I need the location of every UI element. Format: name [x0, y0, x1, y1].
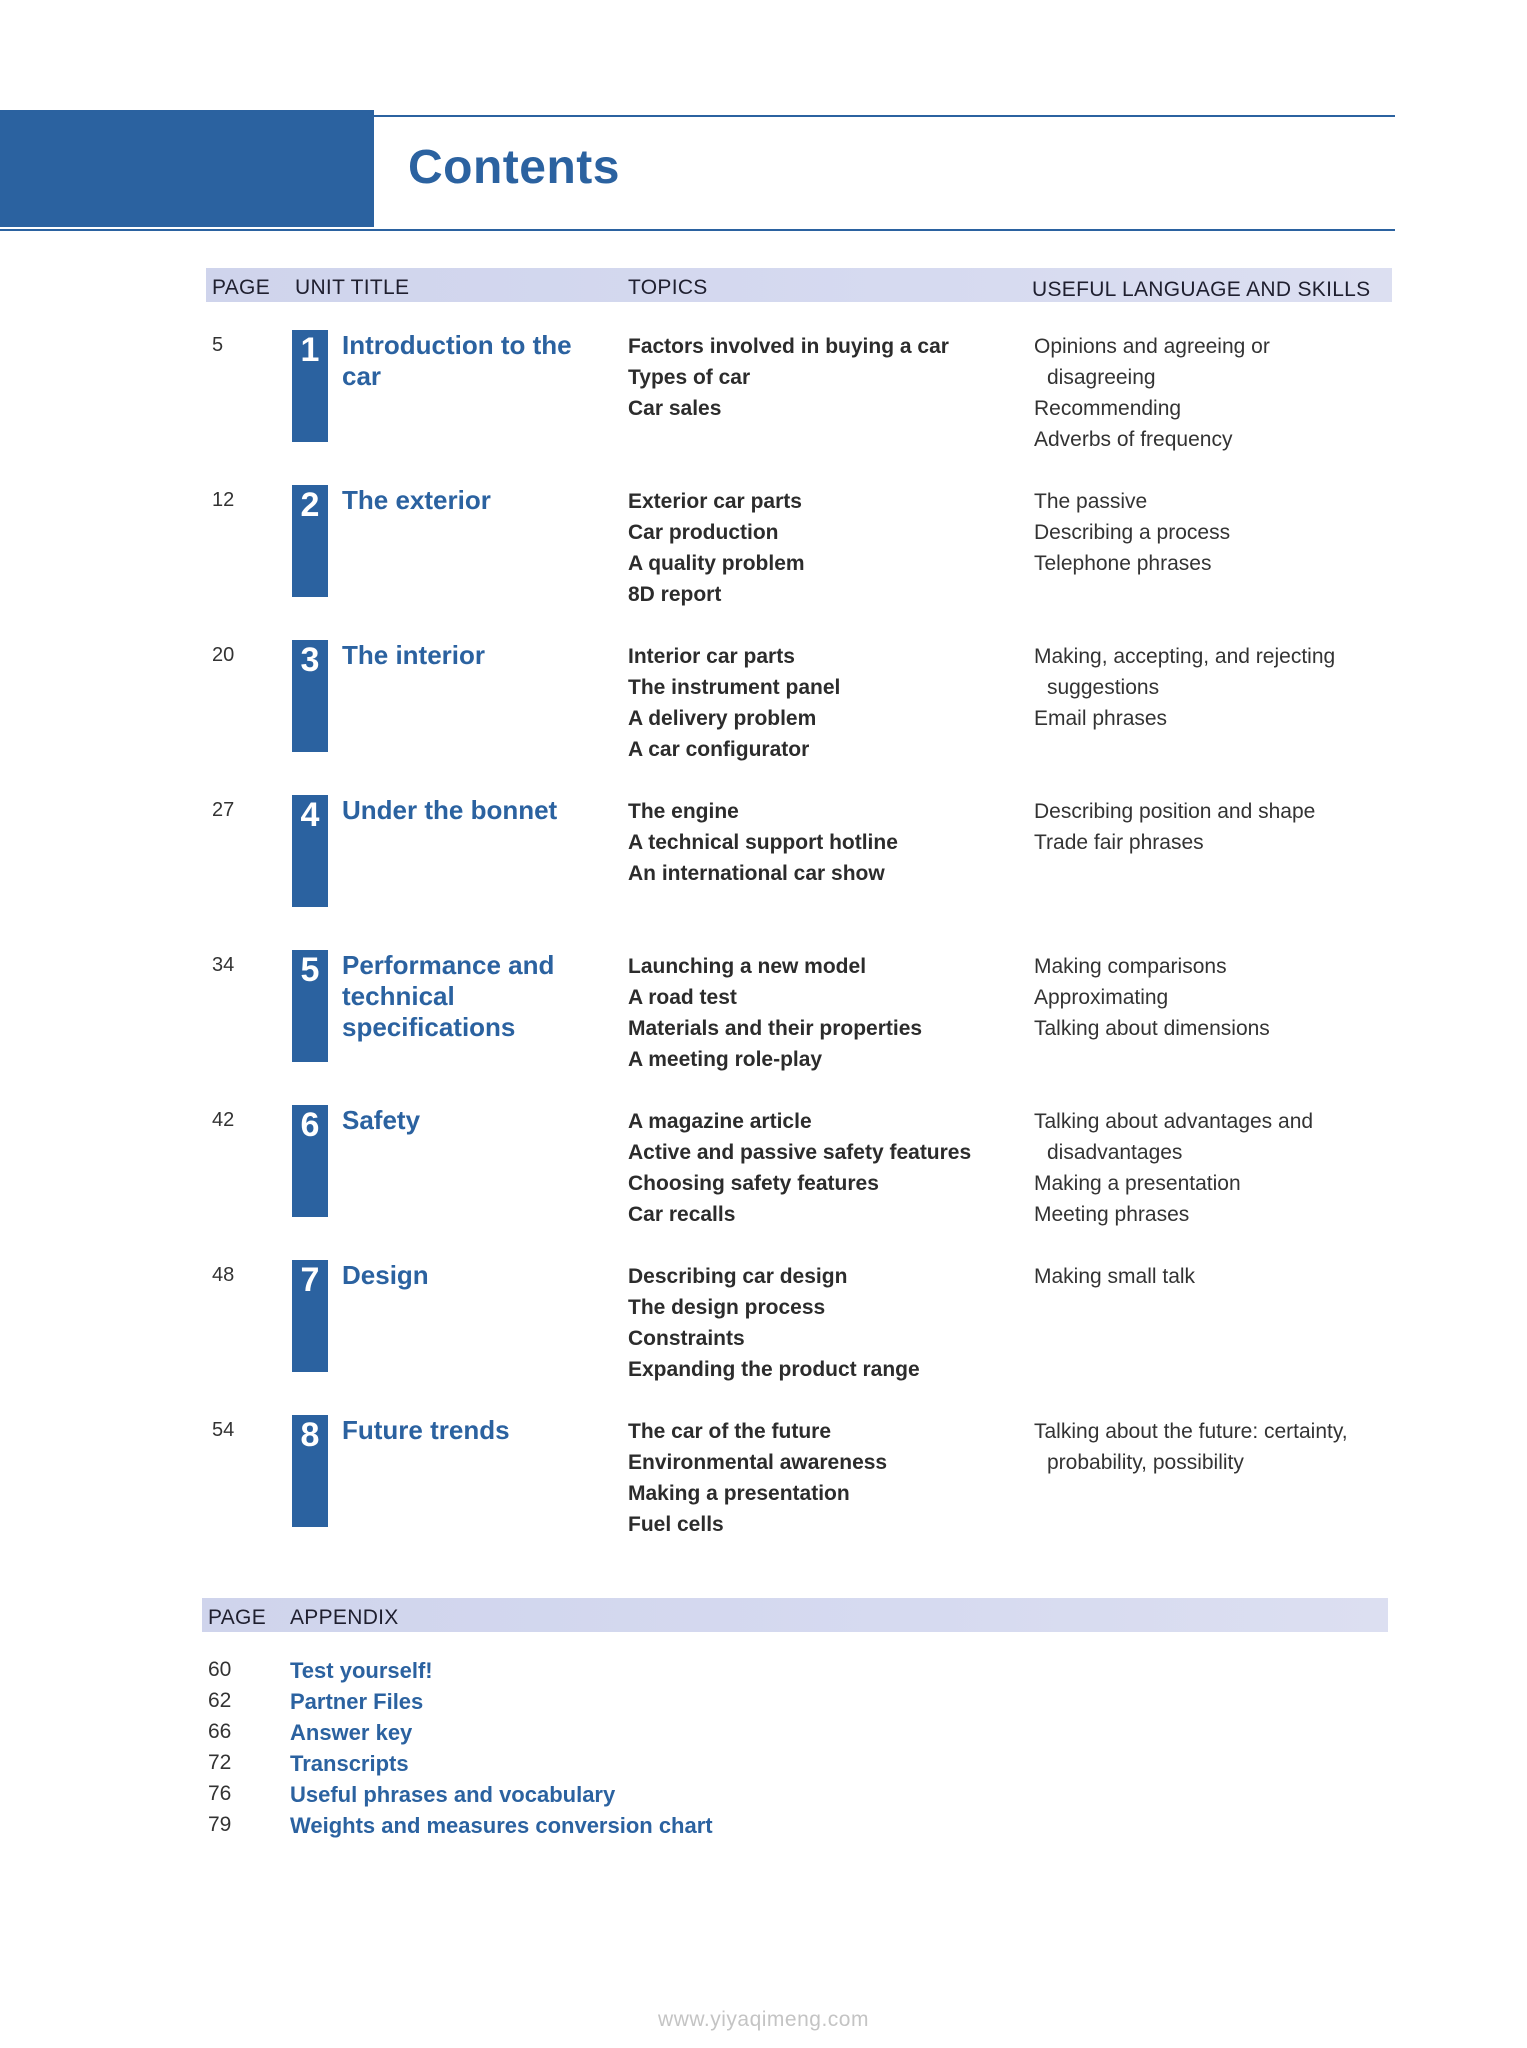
unit-row[interactable] — [0, 320, 1527, 470]
col-header-topics: TOPICS — [628, 276, 708, 299]
appendix-item[interactable] — [0, 1658, 1000, 1689]
appendix-page-number: 60 — [208, 1658, 232, 1681]
col-header-unit-title: UNIT TITLE — [295, 276, 410, 299]
unit-number-tab — [292, 640, 328, 752]
unit-title-link[interactable]: Introduction to the car — [342, 330, 572, 391]
topic-item: Car sales — [628, 397, 722, 420]
appendix-page-number: 76 — [208, 1782, 232, 1805]
appendix-item[interactable] — [0, 1813, 1000, 1844]
skill-item: Describing a process — [1034, 521, 1231, 544]
unit-page-number: 34 — [212, 954, 235, 976]
unit-number: 4 — [300, 796, 320, 834]
unit-row[interactable] — [0, 1095, 1527, 1245]
skill-item: Talking about dimensions — [1034, 1017, 1270, 1040]
topic-item: Fuel cells — [628, 1513, 724, 1536]
topic-item: Launching a new model — [628, 955, 867, 978]
appendix-page-number: 66 — [208, 1720, 232, 1743]
unit-number-tab — [292, 1415, 328, 1527]
unit-number: 3 — [300, 641, 320, 679]
skill-item: Making comparisons — [1034, 955, 1227, 978]
skill-item: Recommending — [1034, 397, 1182, 420]
unit-title-link[interactable]: Safety — [342, 1105, 421, 1135]
page-title: Contents — [408, 141, 620, 194]
skill-item: Talking about advantages and — [1034, 1110, 1314, 1133]
skill-item: Making small talk — [1034, 1265, 1196, 1288]
appendix-page-number: 72 — [208, 1751, 232, 1774]
unit-skills — [1034, 951, 1404, 1044]
appendix-page-number: 79 — [208, 1813, 232, 1836]
unit-topics — [628, 641, 1008, 765]
appendix-item[interactable] — [0, 1689, 1000, 1720]
unit-page-number: 48 — [212, 1264, 235, 1286]
unit-row[interactable] — [0, 630, 1527, 780]
header-rule-bottom — [0, 229, 1395, 231]
appendix-page-number: 62 — [208, 1689, 232, 1712]
unit-number-tab — [292, 950, 328, 1062]
appendix-item[interactable] — [0, 1720, 1000, 1751]
unit-topics — [628, 1106, 1008, 1230]
unit-number: 5 — [300, 951, 320, 989]
unit-page-number: 42 — [212, 1109, 235, 1131]
unit-topics — [628, 796, 1008, 889]
topic-item: Constraints — [628, 1327, 745, 1350]
skill-item: Email phrases — [1034, 707, 1168, 730]
topic-item: A quality problem — [628, 552, 805, 575]
topic-item: Active and passive safety features — [628, 1141, 972, 1164]
unit-number-tab — [292, 1105, 328, 1217]
unit-title-link[interactable]: Design — [342, 1260, 429, 1290]
unit-title-link[interactable]: Performance and technical specifications — [342, 950, 555, 1042]
unit-number-tab — [292, 485, 328, 597]
watermark: www.yiyaqimeng.com — [658, 2008, 869, 2031]
unit-skills — [1034, 1106, 1404, 1230]
topic-item: Describing car design — [628, 1265, 848, 1288]
unit-number: 6 — [300, 1106, 320, 1144]
appendix-item[interactable] — [0, 1782, 1000, 1813]
unit-skills — [1034, 1416, 1404, 1478]
topic-item: Materials and their properties — [628, 1017, 923, 1040]
unit-row[interactable] — [0, 1405, 1527, 1555]
topic-item: A delivery problem — [628, 707, 817, 730]
unit-number: 2 — [300, 486, 320, 524]
skill-item: Making a presentation — [1034, 1172, 1241, 1195]
appendix-title-link[interactable]: Useful phrases and vocabulary — [290, 1782, 616, 1807]
column-header-band — [206, 268, 1392, 302]
unit-title-link[interactable]: The exterior — [342, 485, 491, 515]
topic-item: A road test — [628, 986, 737, 1009]
skill-item: Approximating — [1034, 986, 1169, 1009]
topic-item: A meeting role-play — [628, 1048, 823, 1071]
skill-item: Telephone phrases — [1034, 552, 1212, 575]
topic-item: Factors involved in buying a car — [628, 335, 949, 358]
topic-item: The car of the future — [628, 1420, 832, 1443]
unit-row[interactable] — [0, 475, 1527, 625]
unit-page-number: 12 — [212, 489, 235, 511]
skill-item: Opinions and agreeing or — [1034, 335, 1270, 358]
appendix-header-title: APPENDIX — [290, 1606, 399, 1629]
unit-skills — [1034, 796, 1404, 858]
unit-topics — [628, 486, 1008, 610]
appendix-title-link[interactable]: Answer key — [290, 1720, 413, 1745]
topic-item: Environmental awareness — [628, 1451, 888, 1474]
unit-row[interactable] — [0, 1250, 1527, 1400]
col-header-skills: USEFUL LANGUAGE AND SKILLS — [1032, 278, 1371, 301]
topic-item: The instrument panel — [628, 676, 841, 699]
unit-row[interactable] — [0, 940, 1527, 1090]
topic-item: Car recalls — [628, 1203, 736, 1226]
appendix-header-band — [202, 1598, 1388, 1632]
skill-item: Talking about the future: certainty, — [1034, 1420, 1348, 1443]
topic-item: Choosing safety features — [628, 1172, 879, 1195]
topic-item: Car production — [628, 521, 779, 544]
topic-item: The engine — [628, 800, 739, 823]
unit-page-number: 5 — [212, 334, 224, 356]
unit-page-number: 20 — [212, 644, 235, 666]
skill-item: Making, accepting, and rejecting — [1034, 645, 1336, 668]
unit-skills — [1034, 641, 1404, 734]
appendix-item[interactable] — [0, 1751, 1000, 1782]
unit-number: 1 — [300, 331, 320, 369]
skill-item: Adverbs of frequency — [1034, 428, 1233, 451]
unit-title-link[interactable]: Under the bonnet — [342, 795, 558, 825]
skill-item: disadvantages — [1047, 1141, 1183, 1164]
unit-topics — [628, 1261, 1008, 1385]
appendix-title-link[interactable]: Partner Files — [290, 1689, 424, 1714]
topic-item: Expanding the product range — [628, 1358, 920, 1381]
skill-item: probability, possibility — [1047, 1451, 1244, 1474]
skill-item: Trade fair phrases — [1034, 831, 1204, 854]
skill-item: suggestions — [1047, 676, 1160, 699]
unit-skills — [1034, 486, 1404, 579]
appendix-header-page: PAGE — [208, 1606, 266, 1629]
unit-page-number: 27 — [212, 799, 235, 821]
unit-title-link[interactable]: The interior — [342, 640, 486, 670]
appendix-title-link[interactable]: Weights and measures conversion chart — [290, 1813, 713, 1838]
unit-number: 7 — [300, 1261, 320, 1299]
unit-number-tab — [292, 330, 328, 442]
topic-item: An international car show — [628, 862, 885, 885]
unit-row[interactable] — [0, 785, 1527, 935]
unit-number: 8 — [300, 1416, 320, 1454]
skill-item: disagreeing — [1047, 366, 1156, 389]
appendix-title-link[interactable]: Transcripts — [290, 1751, 409, 1776]
topic-item: A magazine article — [628, 1110, 812, 1133]
skill-item: Describing position and shape — [1034, 800, 1316, 823]
unit-title-link[interactable]: Future trends — [342, 1415, 510, 1445]
col-header-page: PAGE — [212, 276, 270, 299]
skill-item: Meeting phrases — [1034, 1203, 1190, 1226]
topic-item: A technical support hotline — [628, 831, 898, 854]
topic-item: Types of car — [628, 366, 751, 389]
unit-number-tab — [292, 795, 328, 907]
unit-number-tab — [292, 1260, 328, 1372]
unit-skills — [1034, 331, 1404, 455]
unit-page-number: 54 — [212, 1419, 235, 1441]
skill-item: The passive — [1034, 490, 1148, 513]
unit-topics — [628, 951, 1008, 1075]
topic-item: 8D report — [628, 583, 722, 606]
topic-item: A car configurator — [628, 738, 810, 761]
topic-item: The design process — [628, 1296, 826, 1319]
appendix-title-link[interactable]: Test yourself! — [290, 1658, 433, 1683]
unit-skills — [1034, 1261, 1404, 1292]
header-rule-top — [374, 115, 1395, 117]
unit-topics — [628, 1416, 1008, 1540]
unit-topics — [628, 331, 1008, 424]
header-color-block — [0, 110, 374, 227]
topic-item: Making a presentation — [628, 1482, 850, 1505]
topic-item: Exterior car parts — [628, 490, 802, 513]
topic-item: Interior car parts — [628, 645, 795, 668]
